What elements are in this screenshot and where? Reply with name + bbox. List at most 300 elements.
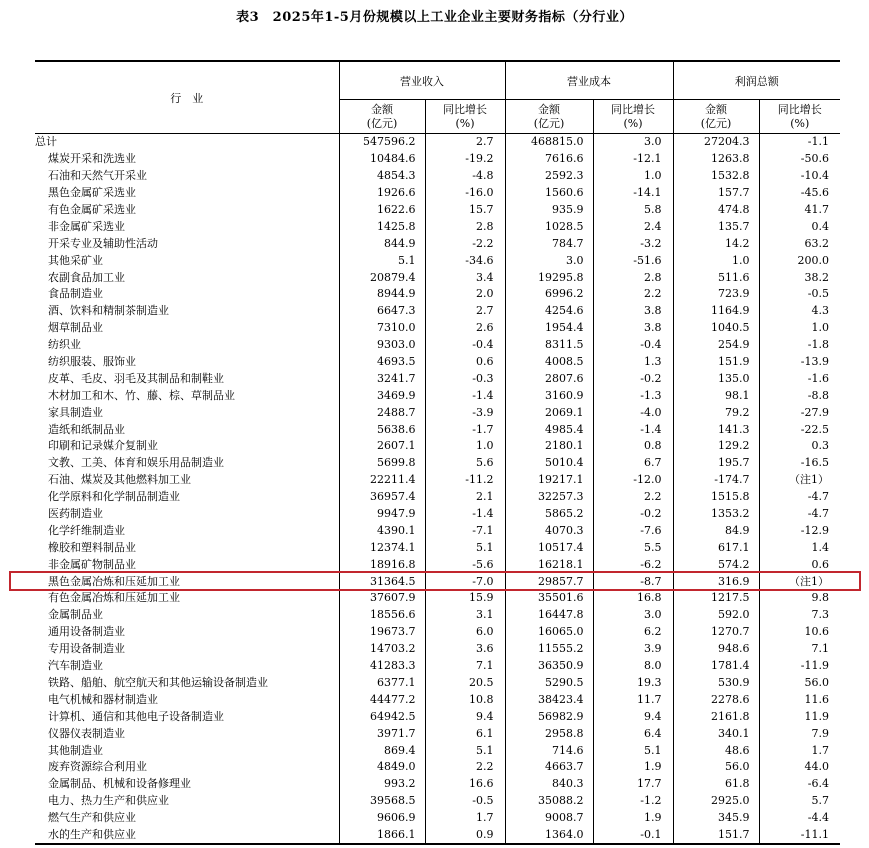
table-row [35,725,840,742]
revenue-growth-cell: -1.7 [425,421,505,438]
cost-amount-cell: 16218.1 [505,556,593,573]
industry-name-cell: 化学原料和化学制品制造业 [48,490,180,504]
cost-amount-cell: 1954.4 [505,320,593,337]
table-row [35,168,840,185]
profit-growth-cell: 1.4 [759,539,840,556]
industry-name-cell: 专用设备制造业 [48,642,125,656]
revenue-amount-cell: 2488.7 [339,404,425,421]
growth-label: 同比增长 [777,102,822,116]
growth-unit: (%) [455,116,475,130]
revenue-growth-cell: 2.0 [425,286,505,303]
revenue-growth-cell: 0.6 [425,354,505,371]
cost-growth-cell: -7.6 [593,522,673,539]
profit-amount-cell: 2925.0 [673,793,759,810]
profit-amount-cell: 151.7 [673,827,759,845]
profit-growth-cell: 9.8 [759,590,840,607]
industry-name-cell: 化学纤维制造业 [48,523,125,537]
industry-name-cell: 黑色金属矿采选业 [48,186,136,200]
profit-amount-cell: 530.9 [673,675,759,692]
cost-amount-cell: 4663.7 [505,759,593,776]
profit-amount-cell: 1515.8 [673,489,759,506]
cost-amount-cell: 3.0 [505,252,593,269]
cost-amount-cell: 32257.3 [505,489,593,506]
cost-growth-cell: 5.5 [593,539,673,556]
table-row [35,810,840,827]
revenue-amount-cell: 31364.5 [339,573,425,590]
cost-amount-cell: 935.9 [505,202,593,219]
industry-name-cell: 木材加工和木、竹、藤、棕、草制品业 [48,388,235,402]
cost-growth-cell: 9.4 [593,708,673,725]
revenue-amount-cell: 844.9 [339,235,425,252]
profit-growth-cell: -22.5 [759,421,840,438]
profit-growth-cell: -11.9 [759,658,840,675]
revenue-growth-cell: 15.7 [425,202,505,219]
profit-growth-cell: 4.3 [759,303,840,320]
industry-name-cell: 仪器仪表制造业 [48,726,125,740]
industry-name-cell: 石油、煤炭及其他燃料加工业 [48,473,191,487]
table-row [35,455,840,472]
revenue-amount-cell: 1926.6 [339,185,425,202]
cost-growth-cell: -6.2 [593,556,673,573]
cost-growth-cell: 2.4 [593,218,673,235]
industry-name-cell: 橡胶和塑料制品业 [48,540,136,554]
cost-amount-cell: 19217.1 [505,472,593,489]
cost-growth-cell: 1.9 [593,810,673,827]
revenue-amount-cell: 1622.6 [339,202,425,219]
profit-amount-cell: 316.9 [673,573,759,590]
profit-amount-cell: 2278.6 [673,691,759,708]
profit-amount-cell: 617.1 [673,539,759,556]
profit-amount-cell: 129.2 [673,438,759,455]
revenue-growth-cell: -0.5 [425,793,505,810]
amount-label: 金额 [371,102,393,116]
table-row [35,252,840,269]
revenue-growth-cell: -34.6 [425,252,505,269]
cost-growth-cell: -12.0 [593,472,673,489]
profit-amount-cell: 574.2 [673,556,759,573]
cost-growth-cell: 6.7 [593,455,673,472]
cost-amount-cell: 16447.8 [505,607,593,624]
industry-name-cell: 纺织业 [48,338,81,352]
profit-growth-cell: 56.0 [759,675,840,692]
profit-amount-cell: 1164.9 [673,303,759,320]
industry-name-cell: 酒、饮料和精制茶制造业 [48,304,169,318]
revenue-amount-cell: 6377.1 [339,675,425,692]
industry-name-cell: 烟草制品业 [48,321,103,335]
profit-growth-cell: 63.2 [759,235,840,252]
table-title: 表3 2025年1-5月份规模以上工业企业主要财务指标（分行业） [236,10,633,25]
profit-amount-cell: 948.6 [673,641,759,658]
table-row [35,218,840,235]
table-row [35,354,840,371]
cost-growth-cell: -12.1 [593,151,673,168]
revenue-amount-header [339,100,425,134]
profit-amount-cell: 254.9 [673,337,759,354]
revenue-growth-cell: 1.0 [425,438,505,455]
cost-amount-cell: 2069.1 [505,404,593,421]
cost-amount-header [505,100,593,134]
revenue-amount-cell: 44477.2 [339,691,425,708]
industry-name-cell: 电力、热力生产和供应业 [48,794,169,808]
revenue-amount-cell: 547596.2 [339,134,425,151]
cost-amount-cell: 714.6 [505,742,593,759]
profit-growth-cell: -27.9 [759,404,840,421]
revenue-growth-cell: 20.5 [425,675,505,692]
profit-growth-cell: -4.4 [759,810,840,827]
revenue-growth-header [425,100,505,134]
table-row [35,641,840,658]
cost-amount-cell: 5290.5 [505,675,593,692]
revenue-amount-cell: 14703.2 [339,641,425,658]
revenue-growth-cell: 15.9 [425,590,505,607]
table-row [35,708,840,725]
revenue-amount-cell: 39568.5 [339,793,425,810]
cost-amount-cell: 840.3 [505,776,593,793]
industry-name-cell: 造纸和纸制品业 [48,422,125,436]
cost-growth-header [593,100,673,134]
table-row [35,742,840,759]
revenue-amount-cell: 4390.1 [339,522,425,539]
cost-amount-cell: 5865.2 [505,506,593,523]
revenue-amount-cell: 10484.6 [339,151,425,168]
revenue-amount-cell: 41283.3 [339,658,425,675]
revenue-amount-cell: 36957.4 [339,489,425,506]
table-row [35,337,840,354]
profit-amount-cell: 592.0 [673,607,759,624]
revenue-growth-cell: 2.1 [425,489,505,506]
industry-name-cell: 黑色金属冶炼和压延加工业 [48,574,180,588]
cost-growth-cell: 3.0 [593,134,673,151]
profit-growth-cell: 1.0 [759,320,840,337]
profit-amount-cell: 27204.3 [673,134,759,151]
profit-amount-cell: 340.1 [673,725,759,742]
revenue-growth-cell: 3.4 [425,269,505,286]
revenue-growth-cell: -2.2 [425,235,505,252]
revenue-amount-cell: 869.4 [339,742,425,759]
profit-growth-cell: -1.1 [759,134,840,151]
cost-amount-cell: 9008.7 [505,810,593,827]
revenue-amount-cell: 18916.8 [339,556,425,573]
table-row [35,776,840,793]
profit-growth-cell: 10.6 [759,624,840,641]
profit-amount-cell: 345.9 [673,810,759,827]
table-row [35,658,840,675]
table-row [35,827,840,845]
industry-name-cell: 其他制造业 [48,743,103,757]
profit-amount-cell: 511.6 [673,269,759,286]
profit-growth-cell: 7.3 [759,607,840,624]
profit-growth-cell: 11.6 [759,691,840,708]
industry-name-cell: 电气机械和器材制造业 [48,692,158,706]
industry-name-cell: 有色金属冶炼和压延加工业 [48,591,180,605]
industry-name-cell: 医药制造业 [48,507,103,521]
amount-label: 金额 [538,102,560,116]
industry-name-cell: 汽车制造业 [48,659,103,673]
profit-growth-cell: -12.9 [759,522,840,539]
revenue-amount-cell: 1866.1 [339,827,425,845]
profit-amount-cell: 1217.5 [673,590,759,607]
financial-indicators-table [35,60,840,845]
profit-growth-cell: -1.8 [759,337,840,354]
cost-growth-cell: 1.3 [593,354,673,371]
revenue-growth-cell: 0.9 [425,827,505,845]
profit-amount-cell: 1781.4 [673,658,759,675]
cost-amount-cell: 4254.6 [505,303,593,320]
growth-unit: (%) [623,116,643,130]
revenue-growth-cell: 2.7 [425,303,505,320]
industry-name-cell: 家具制造业 [48,405,103,419]
cost-growth-cell: 1.9 [593,759,673,776]
profit-amount-cell: 135.0 [673,370,759,387]
table-row [35,691,840,708]
amount-unit: (亿元) [533,116,565,130]
industry-name-cell: 金属制品业 [48,608,103,622]
cost-amount-cell: 38423.4 [505,691,593,708]
industry-name-cell: 铁路、船舶、航空航天和其他运输设备制造业 [48,675,268,689]
revenue-growth-cell: -5.6 [425,556,505,573]
revenue-amount-cell: 3241.7 [339,370,425,387]
cost-growth-cell: 19.3 [593,675,673,692]
cost-growth-cell: -1.4 [593,421,673,438]
profit-growth-cell: -1.6 [759,370,840,387]
profit-growth-cell: -4.7 [759,506,840,523]
cost-amount-cell: 11555.2 [505,641,593,658]
revenue-growth-cell: 2.8 [425,218,505,235]
cost-amount-cell: 5010.4 [505,455,593,472]
profit-amount-cell: 723.9 [673,286,759,303]
cost-growth-cell: 2.2 [593,489,673,506]
cost-growth-cell: -51.6 [593,252,673,269]
financial-indicators-table-wrap [35,60,840,845]
cost-growth-cell: -1.3 [593,387,673,404]
profit-growth-cell: 0.4 [759,218,840,235]
profit-amount-cell: 195.7 [673,455,759,472]
table-row [35,320,840,337]
cost-amount-cell: 468815.0 [505,134,593,151]
cost-growth-cell: 2.2 [593,286,673,303]
profit-header: 利润总额 [673,61,840,100]
profit-growth-cell: -10.4 [759,168,840,185]
table-row [35,370,840,387]
table-row [35,404,840,421]
revenue-amount-cell: 18556.6 [339,607,425,624]
table-row [35,506,840,523]
profit-amount-header [673,100,759,134]
profit-growth-cell: 7.1 [759,641,840,658]
cost-amount-cell: 2180.1 [505,438,593,455]
profit-growth-header [759,100,840,134]
cost-growth-cell: -0.2 [593,370,673,387]
industry-name-cell: 非金属矿物制品业 [48,557,136,571]
revenue-growth-cell: 3.6 [425,641,505,658]
profit-growth-cell: -0.5 [759,286,840,303]
revenue-amount-cell: 7310.0 [339,320,425,337]
revenue-header: 营业收入 [339,61,505,100]
revenue-amount-cell: 4854.3 [339,168,425,185]
profit-growth-cell: 5.7 [759,793,840,810]
industry-name-cell: 纺织服装、服饰业 [48,355,136,369]
profit-growth-cell: 0.3 [759,438,840,455]
revenue-amount-cell: 5.1 [339,252,425,269]
revenue-growth-cell: 2.7 [425,134,505,151]
cost-growth-cell: 6.2 [593,624,673,641]
revenue-amount-cell: 37607.9 [339,590,425,607]
table-row [35,590,840,607]
table-row [35,185,840,202]
table-row [35,303,840,320]
table-body [35,134,840,845]
revenue-growth-cell: -1.4 [425,506,505,523]
profit-amount-cell: 1.0 [673,252,759,269]
profit-growth-cell: 1.7 [759,742,840,759]
industry-name-cell: 石油和天然气开采业 [48,169,147,183]
cost-growth-cell: 8.0 [593,658,673,675]
table-row [35,286,840,303]
profit-amount-cell: -174.7 [673,472,759,489]
profit-amount-cell: 1270.7 [673,624,759,641]
cost-growth-cell: -0.4 [593,337,673,354]
growth-label: 同比增长 [443,102,487,116]
table-row [35,134,840,151]
table-row [35,607,840,624]
table-row [35,387,840,404]
cost-header: 营业成本 [505,61,673,100]
cost-amount-cell: 35088.2 [505,793,593,810]
revenue-amount-cell: 3469.9 [339,387,425,404]
table-row [35,421,840,438]
revenue-amount-cell: 4849.0 [339,759,425,776]
profit-amount-cell: 98.1 [673,387,759,404]
profit-amount-cell: 1263.8 [673,151,759,168]
revenue-growth-cell: 1.7 [425,810,505,827]
table-row [35,235,840,252]
profit-growth-cell: -16.5 [759,455,840,472]
industry-name-cell: 文教、工美、体育和娱乐用品制造业 [48,456,224,470]
revenue-amount-cell: 9606.9 [339,810,425,827]
revenue-growth-cell: 10.8 [425,691,505,708]
profit-amount-cell: 151.9 [673,354,759,371]
profit-amount-cell: 84.9 [673,522,759,539]
cost-amount-cell: 29857.7 [505,573,593,590]
profit-growth-cell: 0.6 [759,556,840,573]
cost-growth-cell: 3.9 [593,641,673,658]
table-row [35,522,840,539]
profit-amount-cell: 14.2 [673,235,759,252]
cost-amount-cell: 8311.5 [505,337,593,354]
profit-amount-cell: 56.0 [673,759,759,776]
cost-growth-cell: 5.8 [593,202,673,219]
profit-amount-cell: 48.6 [673,742,759,759]
cost-growth-cell: 2.8 [593,269,673,286]
cost-growth-cell: 5.1 [593,742,673,759]
profit-growth-cell: -50.6 [759,151,840,168]
growth-label: 同比增长 [611,102,655,116]
cost-amount-cell: 10517.4 [505,539,593,556]
revenue-growth-cell: 3.1 [425,607,505,624]
amount-unit: (亿元) [700,116,732,130]
cost-amount-cell: 784.7 [505,235,593,252]
table-row [35,573,840,590]
revenue-amount-cell: 5699.8 [339,455,425,472]
cost-amount-cell: 1028.5 [505,218,593,235]
cost-growth-cell: 16.8 [593,590,673,607]
revenue-growth-cell: -7.0 [425,573,505,590]
profit-amount-cell: 79.2 [673,404,759,421]
revenue-amount-cell: 4693.5 [339,354,425,371]
profit-growth-cell: 11.9 [759,708,840,725]
profit-growth-cell: -6.4 [759,776,840,793]
profit-growth-cell: -13.9 [759,354,840,371]
cost-growth-cell: 3.8 [593,303,673,320]
profit-amount-cell: 135.7 [673,218,759,235]
table-row [35,438,840,455]
industry-name-cell: 废弃资源综合利用业 [48,760,147,774]
profit-amount-cell: 1040.5 [673,320,759,337]
cost-growth-cell: 3.8 [593,320,673,337]
cost-amount-cell: 2592.3 [505,168,593,185]
cost-growth-cell: 1.0 [593,168,673,185]
profit-growth-cell: 7.9 [759,725,840,742]
revenue-amount-cell: 9947.9 [339,506,425,523]
profit-growth-cell: 38.2 [759,269,840,286]
cost-amount-cell: 4070.3 [505,522,593,539]
revenue-growth-cell: -0.3 [425,370,505,387]
revenue-growth-cell: -4.8 [425,168,505,185]
revenue-amount-cell: 9303.0 [339,337,425,354]
growth-unit: (%) [790,116,810,130]
revenue-growth-cell: 16.6 [425,776,505,793]
cost-amount-cell: 1364.0 [505,827,593,845]
table-row [35,539,840,556]
industry-name-cell: 其他采矿业 [48,253,103,267]
revenue-amount-cell: 1425.8 [339,218,425,235]
revenue-amount-cell: 5638.6 [339,421,425,438]
revenue-amount-cell: 3971.7 [339,725,425,742]
cost-amount-cell: 35501.6 [505,590,593,607]
revenue-growth-cell: 5.1 [425,742,505,759]
profit-growth-cell: （注1） [759,573,840,590]
table-row [35,202,840,219]
cost-amount-cell: 19295.8 [505,269,593,286]
profit-growth-cell: -45.6 [759,185,840,202]
cost-growth-cell: 11.7 [593,691,673,708]
amount-label: 金额 [705,102,727,116]
cost-amount-cell: 3160.9 [505,387,593,404]
revenue-amount-cell: 64942.5 [339,708,425,725]
revenue-growth-cell: 9.4 [425,708,505,725]
cost-amount-cell: 6996.2 [505,286,593,303]
industry-name-cell: 总计 [35,135,57,149]
industry-name-cell: 计算机、通信和其他电子设备制造业 [48,709,224,723]
industry-name-cell: 有色金属矿采选业 [48,203,136,216]
revenue-growth-cell: -3.9 [425,404,505,421]
cost-amount-cell: 7616.6 [505,151,593,168]
revenue-amount-cell: 993.2 [339,776,425,793]
revenue-amount-cell: 20879.4 [339,269,425,286]
profit-growth-cell: -8.8 [759,387,840,404]
table-row [35,489,840,506]
cost-amount-cell: 4008.5 [505,354,593,371]
profit-growth-cell: 44.0 [759,759,840,776]
cost-amount-cell: 2807.6 [505,370,593,387]
profit-amount-cell: 2161.8 [673,708,759,725]
revenue-amount-cell: 8944.9 [339,286,425,303]
industry-name-cell: 食品制造业 [48,287,103,301]
industry-name-cell: 水的生产和供应业 [48,827,136,841]
industry-name-cell: 煤炭开采和洗选业 [48,152,136,166]
cost-growth-cell: -14.1 [593,185,673,202]
cost-growth-cell: -0.2 [593,506,673,523]
